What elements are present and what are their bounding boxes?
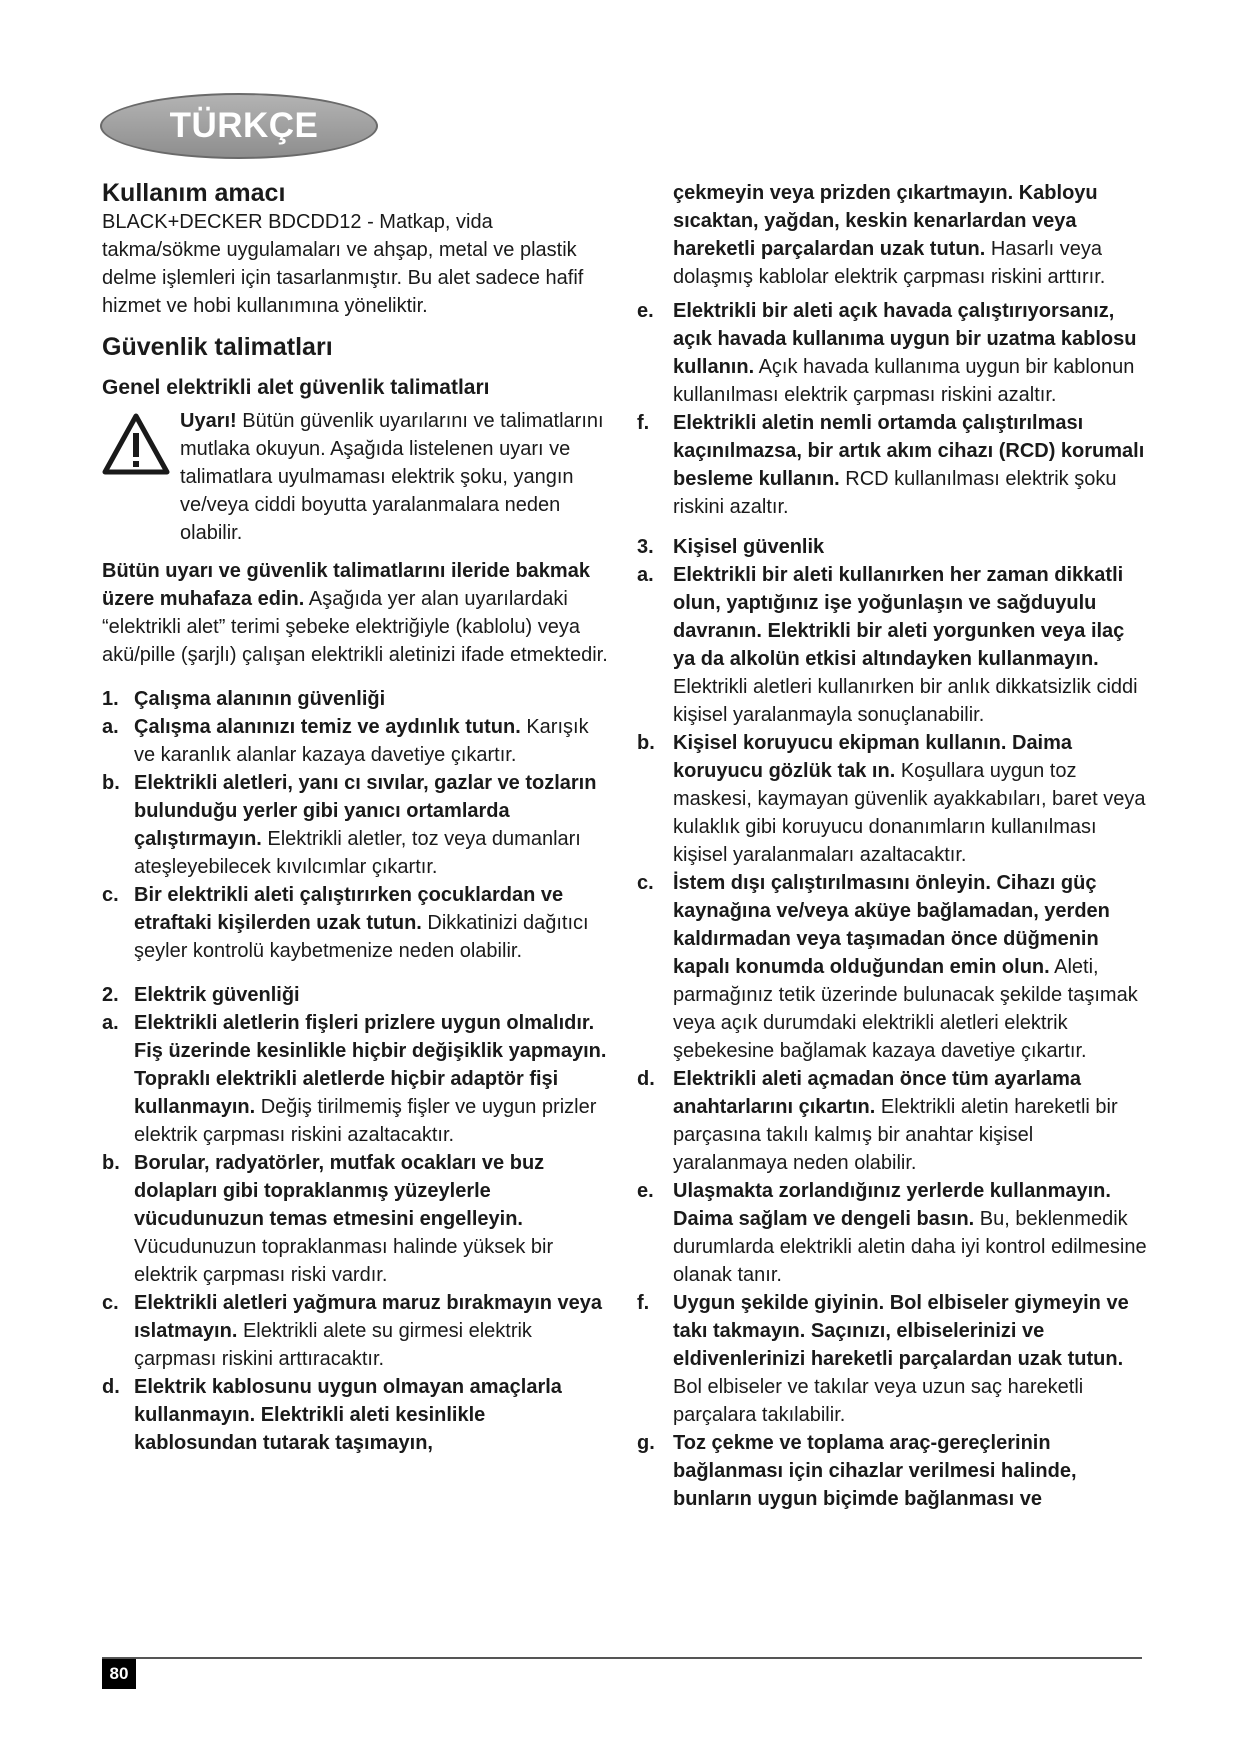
item-label: a. (102, 1012, 119, 1034)
item-text: Hasarlı veya dolaşmış kablolar elektrik çarpması riskini arttırır. (673, 238, 1106, 288)
language-badge (100, 93, 378, 159)
page-number: 80 (102, 1659, 136, 1689)
item-bold: Elektrikli aletleri, yanı cı sıvılar, gazlar ve tozların bulunduğu yerler gibi yanıcı ortamlarda çalıştırmayın. (134, 772, 597, 850)
item-bold: Elektrikli aletleri yağmura maruz bırakmayın veya ıslatmayın. (134, 1292, 603, 1342)
keep-instructions-text: Aşağıda yer alan uyarılardaki “elektrikli alet” terimi şebeke elektriğiyle (kablolu) veya akü/pille (şarjlı) çalışan elektrikli aletinizi ifade etmektedir. (102, 588, 608, 666)
section-number: 1. (102, 688, 119, 710)
left-column (102, 178, 612, 1457)
item-bold: Elektrik kablosunu uygun olmayan amaçlarla kullanmayın. Elektrikli aleti kesinlikle kablosundan tutarak taşımayın, (134, 1376, 562, 1454)
item-text: Karışık ve karanlık alanlar kazaya davetiye çıkartır. (134, 716, 589, 766)
warning-label: Uyarı! (180, 410, 237, 432)
section-title: Çalışma alanının güvenliği (134, 688, 386, 710)
list-item-continued (637, 179, 1147, 291)
item-text: Aleti, parmağınız tetik üzerinde bulunacak şekilde taşımak veya açık durumdaki elektrikli aletleri elektrik şebekesine bağlamak kazaya davetiye çıkartır. (673, 956, 1138, 1062)
section-title: Kişisel güvenlik (673, 536, 825, 558)
item-bold: Ulaşmakta zorlandığınız yerlerde kullanmayın. Daima sağlam ve dengeli basın. (673, 1180, 1111, 1230)
keep-instructions-bold: Bütün uyarı ve güvenlik talimatlarını ileride bakmak üzere muhafaza edin. (102, 560, 590, 610)
section-title: Elektrik güvenliği (134, 984, 300, 1006)
item-bold: çekmeyin veya prizden çıkartmayın. Kabloyu sıcaktan, yağdan, keskin kenarlardan veya hareketli parçalardan uzak tutun. (673, 182, 1098, 260)
item-label: f. (637, 1292, 650, 1314)
section-number: 3. (637, 536, 654, 558)
item-label: e. (637, 1180, 654, 1202)
item-label: f. (637, 412, 650, 434)
item-text: Bu, beklenmedik durumlarda elektrikli aletin daha iyi kontrol edilmesine olanak tanır. (673, 1208, 1147, 1286)
general-safety-title: Genel elektrikli alet güvenlik talimatları (102, 376, 490, 399)
item-label: b. (102, 772, 120, 794)
item-text: Elektrikli aletler, toz veya dumanları ateşleyebilecek kıvılcımlar çıkartır. (134, 828, 581, 878)
list-item (102, 769, 612, 881)
keep-instructions (102, 557, 612, 669)
item-label: b. (637, 732, 655, 754)
list-item (637, 297, 1147, 409)
item-label: g. (637, 1432, 655, 1454)
item-text: Elektrikli aletin hareketli bir parçasına takılı kalmış bir anahtar kişisel yaralanmaya neden olabilir. (673, 1096, 1118, 1174)
list-item (637, 1177, 1147, 1289)
item-bold: Elektrikli aletlerin fişleri prizlere uygun olmalıdır. Fiş üzerinde kesinlikle hiçbir değişiklik yapmayın. Topraklı elektrikli aletlerde hiçbir adaptör fişi kullanmayın. (134, 1012, 607, 1118)
item-bold: Elektrikli bir aleti kullanırken her zaman dikkatli olun, yaptığınız işe yoğunlaşın ve sağduyulu davranın. Elektrikli bir aleti yorgunken veya ilaç ya da alkolün etkisi altındayken kullanmayın. (673, 564, 1125, 670)
warning-block (102, 407, 612, 547)
item-text: Koşullara uygun toz maskesi, kaymayan güvenlik ayakkabıları, baret veya kulaklık gibi koruyucu donanımların kullanılması kişisel yaralanmaları azaltacaktır. (673, 760, 1146, 866)
item-bold: Borular, radyatörler, mutfak ocakları ve buz dolapları gibi topraklanmış yüzeylerle vücudunuzun temas etmesini engelleyin. (134, 1152, 545, 1230)
item-text: Elektrikli alete su girmesi elektrik çarpması riskini arttıracaktır. (134, 1320, 532, 1370)
item-label: a. (637, 564, 654, 586)
item-text: Bol elbiseler ve takılar veya uzun saç hareketli parçalara takılabilir. (673, 1376, 1084, 1426)
right-column (637, 179, 1147, 1513)
item-label: d. (102, 1376, 120, 1398)
list-item (102, 1373, 612, 1457)
list-item (637, 561, 1147, 729)
section-2-heading (102, 981, 612, 1009)
item-bold: Uygun şekilde giyinin. Bol elbiseler giymeyin ve takı takmayın. Saçınızı, elbiselerinizi ve eldivenlerinizi hareketli parçalardan uzak tutun. (673, 1292, 1129, 1370)
item-text: RCD kullanılması elektrik şoku riskini azaltır. (673, 468, 1117, 518)
item-text: Değiş tirilmemiş fişler ve uygun prizler elektrik çarpması riskini azaltacaktır. (134, 1096, 597, 1146)
list-item (102, 881, 612, 965)
item-text: Açık havada kullanıma uygun bir kablonun kullanılması elektrik çarpması riskini azaltır. (673, 356, 1135, 406)
item-bold: İstem dışı çalıştırılmasını önleyin. Cihazı güç kaynağına ve/veya aküye bağlamadan, yerden kaldırmadan veya taşımadan önce düğmenin kapalı konumda olduğundan emin olun. (673, 872, 1110, 978)
section-number: 2. (102, 984, 119, 1006)
item-label: c. (102, 1292, 119, 1314)
item-bold: Elektrikli aleti açmadan önce tüm ayarlama anahtarlarını çıkartın. (673, 1068, 1081, 1118)
item-bold: Çalışma alanınızı temiz ve aydınlık tutun. (134, 716, 521, 738)
list-item (637, 1429, 1147, 1513)
warning-text: Bütün güvenlik uyarılarını ve talimatlarını mutlaka okuyun. Aşağıda listelenen uyarı ve talimatlara uyulmaması elektrik şoku, yangın ve/veya ciddi boyutta yaralanmalara neden olabilir. (180, 410, 604, 544)
list-item (637, 1289, 1147, 1429)
item-bold: Toz çekme ve toplama araç-gereçlerinin bağlanması için cihazlar verilmesi halinde, bunların uygun biçimde bağlanması ve (673, 1432, 1077, 1510)
intended-use-title: Kullanım amacı (102, 179, 286, 207)
footer-rule (102, 1657, 1142, 1659)
item-label: c. (637, 872, 654, 894)
section-1-heading (102, 685, 612, 713)
list-item (102, 1009, 612, 1149)
item-bold: Elektrikli aletin nemli ortamda çalıştırılması kaçınılmazsa, bir artık akım cihazı (RCD) korumalı besleme kullanın. (673, 412, 1145, 490)
list-item (637, 409, 1147, 521)
list-item (102, 1289, 612, 1373)
list-item (637, 869, 1147, 1065)
intended-use-body: BLACK+DECKER BDCDD12 - Matkap, vida takma/sökme uygulamaları ve ahşap, metal ve plastik delme işlemleri için tasarlanmıştır. Bu alet sadece hafif hizmet ve hobi kullanımına yöneliktir. (102, 211, 584, 317)
language-badge-label: TÜRKÇE (169, 106, 319, 145)
safety-title: Güvenlik talimatları (102, 333, 333, 361)
section-3-heading (637, 533, 1147, 561)
item-text: Elektrikli aletleri kullanırken bir anlık dikkatsizlik ciddi kişisel yaralanmayla sonuçlanabilir. (673, 676, 1138, 726)
item-label: e. (637, 300, 654, 322)
warning-triangle-icon (102, 413, 170, 475)
list-item (102, 1149, 612, 1289)
item-label: a. (102, 716, 119, 738)
item-bold: Elektrikli bir aleti açık havada çalıştırıyorsanız, açık havada kullanıma uygun bir uzatma kablosu kullanın. (673, 300, 1137, 378)
item-label: c. (102, 884, 119, 906)
list-item (102, 713, 612, 769)
item-bold: Kişisel koruyucu ekipman kullanın. Daima koruyucu gözlük tak ın. (673, 732, 1073, 782)
item-label: d. (637, 1068, 655, 1090)
list-item (637, 1065, 1147, 1177)
item-bold: Bir elektrikli aleti çalıştırırken çocuklardan ve etraftaki kişilerden uzak tutun. (134, 884, 564, 934)
item-label: b. (102, 1152, 120, 1174)
list-item (637, 729, 1147, 869)
item-text: Dikkatinizi dağıtıcı şeyler kontrolü kaybetmenize neden olabilir. (134, 912, 589, 962)
item-text: Vücudunuzun topraklanması halinde yüksek bir elektrik çarpması riski vardır. (134, 1236, 554, 1286)
